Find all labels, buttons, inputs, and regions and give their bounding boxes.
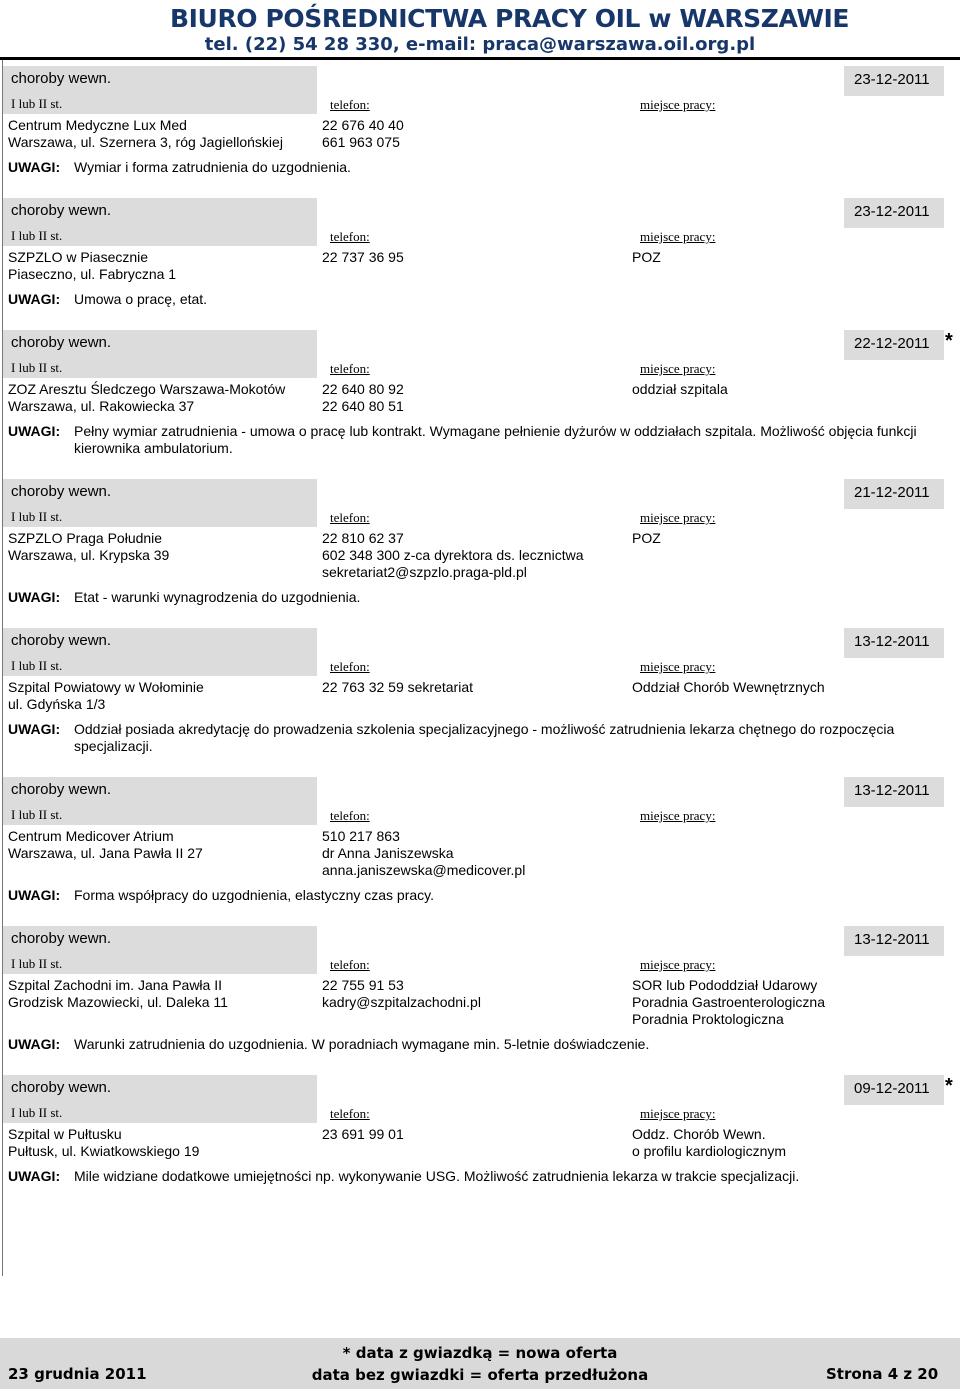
- page-number: Strona 4 z 20: [826, 1365, 939, 1383]
- workplace-info: [632, 679, 952, 713]
- workplace-line: Oddz. Chorób Wewn.: [632, 1126, 766, 1142]
- phone-label: telefon:: [330, 361, 370, 376]
- degree-box: [3, 92, 317, 114]
- email-line: kadry@szpitalzachodni.pl: [322, 994, 481, 1010]
- specialty-box: [3, 479, 317, 505]
- phone-label: telefon:: [330, 510, 370, 525]
- employer-name: SZPZLO Praga Południe: [8, 530, 163, 546]
- specialty-name: choroby wewn.: [11, 334, 112, 351]
- notes-label: UWAGI:: [8, 1168, 61, 1184]
- specialty-box: [3, 926, 317, 952]
- notes-text: Mile widziane dodatkowe umiejętności np. wykonywanie USG. Możliwość zatrudnienia lekarza w trakcie specjalizacji.: [74, 1168, 800, 1184]
- phone-line: 22 676 40 40: [322, 117, 404, 133]
- contact-person: dr Anna Janiszewska: [322, 845, 454, 861]
- phone-line: 510 217 863: [322, 828, 400, 844]
- workplace-line: SOR lub Pododdział Udarowy: [632, 977, 818, 993]
- notes-label: UWAGI:: [8, 291, 61, 307]
- degree-label: I lub II st.: [11, 509, 63, 524]
- email-line: sekretariat2@szpzlo.praga-pld.pl: [322, 564, 527, 580]
- employer-name: Centrum Medyczne Lux Med: [8, 117, 187, 133]
- phone-label: telefon:: [330, 1106, 370, 1121]
- offer-date: 22-12-2011: [854, 335, 930, 352]
- workplace-line: POZ: [632, 249, 661, 265]
- degree-box: [3, 952, 317, 974]
- workplace-line: Poradnia Proktologiczna: [632, 1011, 784, 1027]
- specialty-box: [3, 628, 317, 654]
- workplace-line: o profilu kardiologicznym: [632, 1143, 787, 1159]
- degree-label: I lub II st.: [11, 658, 63, 673]
- employer-info: [0, 249, 322, 283]
- workplace-label: miejsce pracy:: [640, 229, 716, 244]
- workplace-info: [632, 530, 952, 581]
- employer-name: Szpital w Pułtusku: [8, 1126, 122, 1142]
- workplace-label: miejsce pracy:: [640, 659, 716, 674]
- notes-text: Warunki zatrudnienia do uzgodnienia. W poradniach wymagane min. 5-letnie doświadczenie.: [74, 1036, 650, 1052]
- notes-text: Wymiar i forma zatrudnienia do uzgodnienia.: [74, 159, 351, 175]
- specialty-box: [3, 777, 317, 803]
- specialty-box: [3, 1075, 317, 1101]
- offer-entry: [0, 926, 960, 1075]
- footer-legend: [300, 1342, 660, 1386]
- employer-address: Warszawa, ul. Jana Pawła II 27: [8, 845, 203, 861]
- degree-label: I lub II st.: [11, 360, 63, 375]
- footer-date: 23 grudnia 2011: [8, 1365, 147, 1383]
- specialty-name: choroby wewn.: [11, 70, 112, 87]
- degree-box: [3, 1101, 317, 1123]
- employer-name: SZPZLO w Piasecznie: [8, 249, 149, 265]
- phone-info: [322, 1126, 632, 1160]
- degree-box: [3, 356, 317, 378]
- offer-entry: [0, 628, 960, 777]
- degree-box: [3, 224, 317, 246]
- employer-name: Centrum Medicover Atrium: [8, 828, 174, 844]
- workplace-info: [632, 828, 952, 879]
- offer-date: 21-12-2011: [854, 484, 930, 501]
- notes-label: UWAGI:: [8, 887, 61, 903]
- notes-label: UWAGI:: [8, 721, 61, 737]
- employer-info: [0, 828, 322, 879]
- employer-info: [0, 977, 322, 1028]
- employer-info: [0, 530, 322, 581]
- offer-date: 13-12-2011: [854, 782, 930, 799]
- offer-date: 23-12-2011: [854, 203, 930, 220]
- degree-label: I lub II st.: [11, 228, 63, 243]
- employer-info: [0, 381, 322, 415]
- offer-entry: [0, 777, 960, 926]
- header-divider: [0, 57, 960, 60]
- phone-label: telefon:: [330, 808, 370, 823]
- notes-text: Pełny wymiar zatrudnienia - umowa o pracę lub kontrakt. Wymagane pełnienie dyżurów w oddziałach szpitala. Możliwość objęcia funkcji kierownika ambulatorium.: [74, 423, 917, 456]
- degree-box: [3, 803, 317, 825]
- employer-address: Grodzisk Mazowiecki, ul. Daleka 11: [8, 994, 228, 1010]
- phone-info: [322, 117, 632, 151]
- offer-list: [0, 66, 960, 1207]
- phone-label: telefon:: [330, 957, 370, 972]
- offer-entry: [0, 198, 960, 330]
- notes-label: UWAGI:: [8, 1036, 61, 1052]
- specialty-name: choroby wewn.: [11, 202, 112, 219]
- workplace-info: [632, 1126, 952, 1160]
- employer-address: Warszawa, ul. Szernera 3, róg Jagiellońskiej: [8, 134, 283, 150]
- specialty-name: choroby wewn.: [11, 781, 112, 798]
- notes-text: Oddział posiada akredytację do prowadzenia szkolenia specjalizacyjnego - możliwość zatrudnienia lekarza chętnego do rozpoczęcia specjalizacji.: [74, 721, 895, 754]
- employer-address: Warszawa, ul. Rakowiecka 37: [8, 398, 195, 414]
- page-header: [170, 4, 850, 56]
- phone-info: [322, 977, 632, 1028]
- specialty-name: choroby wewn.: [11, 632, 112, 649]
- offer-entry: [0, 330, 960, 479]
- notes-label: UWAGI:: [8, 423, 61, 439]
- degree-box: [3, 654, 317, 676]
- employer-info: [0, 1126, 322, 1160]
- phone-label: telefon:: [330, 97, 370, 112]
- phone-label: telefon:: [330, 229, 370, 244]
- degree-box: [3, 505, 317, 527]
- new-offer-star: *: [945, 1075, 953, 1097]
- phone-line: 661 963 075: [322, 134, 400, 150]
- workplace-label: miejsce pracy:: [640, 808, 716, 823]
- notes-text: Forma współpracy do uzgodnienia, elastyczny czas pracy.: [74, 887, 435, 903]
- workplace-info: [632, 381, 952, 415]
- specialty-box: [3, 198, 317, 224]
- phone-line: 22 810 62 37: [322, 530, 404, 546]
- notes-text: Umowa o pracę, etat.: [74, 291, 208, 307]
- phone-line: 23 691 99 01: [322, 1126, 404, 1142]
- specialty-name: choroby wewn.: [11, 1079, 112, 1096]
- offer-date: 23-12-2011: [854, 71, 930, 88]
- legend-extended-offer: data bez gwiazdki = oferta przedłużona: [311, 1366, 649, 1384]
- workplace-line: oddział szpitala: [632, 381, 728, 397]
- notes-label: UWAGI:: [8, 159, 61, 175]
- notes-row: [0, 1168, 960, 1185]
- specialty-name: choroby wewn.: [11, 930, 112, 947]
- workplace-line: Oddział Chorób Wewnętrznych: [632, 679, 825, 695]
- phone-line: 22 755 91 53: [322, 977, 404, 993]
- phone-info: [322, 381, 632, 415]
- notes-row: [0, 721, 960, 755]
- notes-row: [0, 589, 960, 606]
- offer-entry: [0, 1075, 960, 1207]
- employer-address: ul. Gdyńska 1/3: [8, 696, 106, 712]
- notes-label: UWAGI:: [8, 589, 61, 605]
- workplace-info: [632, 977, 952, 1028]
- phone-info: [322, 530, 632, 581]
- workplace-line: POZ: [632, 530, 661, 546]
- workplace-label: miejsce pracy:: [640, 1106, 716, 1121]
- specialty-name: choroby wewn.: [11, 483, 112, 500]
- header-contact: tel. (22) 54 28 330, e-mail: praca@warszawa.oil.org.pl: [204, 34, 756, 55]
- employer-name: ZOZ Aresztu Śledczego Warszawa-Mokotów: [8, 381, 286, 397]
- employer-address: Warszawa, ul. Krypska 39: [8, 547, 170, 563]
- notes-row: [0, 887, 960, 904]
- offer-date: 09-12-2011: [854, 1080, 930, 1097]
- new-offer-star: *: [945, 330, 953, 352]
- employer-name: Szpital Zachodni im. Jana Pawła II: [8, 977, 222, 993]
- notes-text: Etat - warunki wynagrodzenia do uzgodnienia.: [74, 589, 361, 605]
- degree-label: I lub II st.: [11, 96, 63, 111]
- employer-info: [0, 117, 322, 151]
- phone-label: telefon:: [330, 659, 370, 674]
- degree-label: I lub II st.: [11, 807, 63, 822]
- notes-row: [0, 1036, 960, 1053]
- employer-address: Pułtusk, ul. Kwiatkowskiego 19: [8, 1143, 200, 1159]
- workplace-label: miejsce pracy:: [640, 510, 716, 525]
- workplace-label: miejsce pracy:: [640, 97, 716, 112]
- phone-info: [322, 828, 632, 879]
- specialty-box: [3, 66, 317, 92]
- notes-row: [0, 423, 960, 457]
- offer-date: 13-12-2011: [854, 633, 930, 650]
- phone-info: [322, 249, 632, 283]
- phone-line: 22 763 32 59 sekretariat: [322, 679, 473, 695]
- phone-line: 22 737 36 95: [322, 249, 404, 265]
- phone-line: 22 640 80 51: [322, 398, 404, 414]
- phone-line: 22 640 80 92: [322, 381, 404, 397]
- phone-info: [322, 679, 632, 713]
- legend-new-offer: * data z gwiazdką = nowa oferta: [342, 1344, 618, 1362]
- offer-date: 13-12-2011: [854, 931, 930, 948]
- degree-label: I lub II st.: [11, 1105, 63, 1120]
- employer-name: Szpital Powiatowy w Wołominie: [8, 679, 204, 695]
- offer-entry: [0, 66, 960, 198]
- page-title: BIURO POŚREDNICTWA PRACY OIL w WARSZAWIE: [170, 4, 850, 33]
- phone-line: 602 348 300 z-ca dyrektora ds. lecznictwa: [322, 547, 584, 563]
- workplace-line: Poradnia Gastroenterologiczna: [632, 994, 826, 1010]
- workplace-info: [632, 249, 952, 283]
- employer-info: [0, 679, 322, 713]
- specialty-box: [3, 330, 317, 356]
- workplace-label: miejsce pracy:: [640, 957, 716, 972]
- page-footer: [0, 1338, 960, 1389]
- offer-entry: [0, 479, 960, 628]
- email-line: anna.janiszewska@medicover.pl: [322, 862, 526, 878]
- notes-row: [0, 291, 960, 308]
- employer-address: Piaseczno, ul. Fabryczna 1: [8, 266, 177, 282]
- workplace-info: [632, 117, 952, 151]
- notes-row: [0, 159, 960, 176]
- degree-label: I lub II st.: [11, 956, 63, 971]
- workplace-label: miejsce pracy:: [640, 361, 716, 376]
